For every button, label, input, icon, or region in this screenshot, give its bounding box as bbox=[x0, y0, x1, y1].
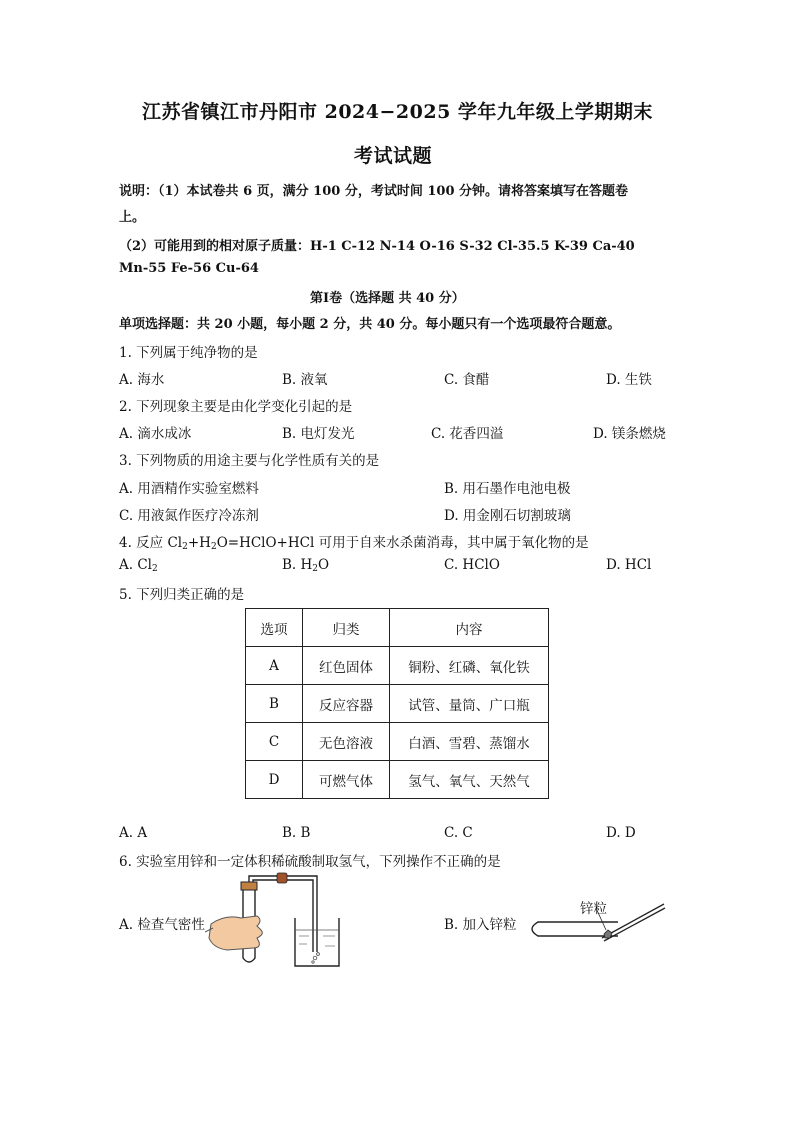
page-title: 江苏省镇江市丹阳市 2024−2025 学年九年级上学期期末 bbox=[142, 101, 653, 123]
option-a: A. $Cl_2$ bbox=[119, 557, 158, 574]
table-cell: 红色固体 bbox=[303, 647, 390, 685]
table-header: 内容 bbox=[390, 609, 549, 647]
option-d: D. D bbox=[606, 825, 636, 841]
option-b: B. 用石墨作电池电极 bbox=[444, 481, 571, 497]
page-subtitle: 考试试题 bbox=[354, 145, 433, 167]
note-line: （2）可能用到的相对原子质量：H-1 C-12 N-14 O-16 S-32 Cl-35.5 K-39 Ca-40 bbox=[119, 239, 635, 254]
option-a: A. A bbox=[119, 825, 148, 841]
option-a: A. 海水 bbox=[119, 372, 165, 388]
table-cell: A bbox=[246, 647, 303, 685]
question-stem: 4. 反应 $Cl_2+H_2O=HClO+HCl$ 可用于自来水杀菌消毒，其中属于氧化物的是 bbox=[119, 535, 589, 552]
table-cell: 氢气、氧气、天然气 bbox=[390, 761, 549, 799]
option-c: C. HClO bbox=[444, 557, 500, 573]
option-b: B. 液氧 bbox=[282, 372, 328, 388]
question-stem: 5. 下列归类正确的是 bbox=[119, 587, 245, 603]
option-c: C. C bbox=[444, 825, 473, 841]
option-c: C. 花香四溢 bbox=[431, 426, 504, 442]
add-zinc-figure bbox=[520, 900, 670, 950]
table-cell: 反应容器 bbox=[303, 685, 390, 723]
note-line: Mn-55 Fe-56 Cu-64 bbox=[119, 261, 259, 276]
question-stem: 1. 下列属于纯净物的是 bbox=[119, 345, 258, 361]
table-cell: 无色溶液 bbox=[303, 723, 390, 761]
note-line: 上。 bbox=[119, 210, 146, 225]
option-b: B. 加入锌粒 bbox=[444, 917, 517, 933]
section-instruction: 单项选择题：共 20 小题，每小题 2 分，共 40 分。每小题只有一个选项最符合题意。 bbox=[119, 317, 621, 332]
table-cell: 试管、量筒、广口瓶 bbox=[390, 685, 549, 723]
table-row bbox=[246, 647, 549, 685]
zinc-granule bbox=[604, 930, 612, 938]
option-d: D. HCl bbox=[606, 557, 652, 573]
airtightness-apparatus-figure bbox=[205, 872, 345, 972]
note-line: 说明：（1）本试卷共 6 页，满分 100 分，考试时间 100 分钟。请将答案填写在答题卷 bbox=[119, 184, 629, 199]
option-b: B. 电灯发光 bbox=[282, 426, 355, 442]
table-row bbox=[246, 685, 549, 723]
hand bbox=[209, 916, 262, 950]
rubber-joint bbox=[277, 873, 287, 883]
table-row bbox=[246, 761, 549, 799]
table-cell: D bbox=[246, 761, 303, 799]
question-stem: 6. 实验室用锌和一定体积稀硫酸制取氢气，下列操作不正确的是 bbox=[119, 854, 501, 870]
option-d: D. 生铁 bbox=[606, 372, 652, 388]
zinc-granule-label: 锌粒 bbox=[580, 901, 607, 917]
table-header-row bbox=[246, 609, 549, 647]
option-c: C. 用液氮作医疗冷冻剂 bbox=[119, 508, 259, 524]
table-cell: 铜粉、红磷、氧化铁 bbox=[390, 647, 549, 685]
option-c: C. 食醋 bbox=[444, 372, 490, 388]
option-a: A. 用酒精作实验室燃料 bbox=[119, 481, 259, 497]
table-cell: 白酒、雪碧、蒸馏水 bbox=[390, 723, 549, 761]
option-a: A. 滴水成冰 bbox=[119, 426, 192, 442]
option-b: B. $H_2O$ bbox=[282, 557, 330, 574]
question-stem: 2. 下列现象主要是由化学变化引起的是 bbox=[119, 399, 353, 415]
table-header: 归类 bbox=[303, 609, 390, 647]
question-stem: 3. 下列物质的用途主要与化学性质有关的是 bbox=[119, 453, 380, 469]
table-cell: 可燃气体 bbox=[303, 761, 390, 799]
option-d: D. 镁条燃烧 bbox=[593, 426, 666, 442]
option-a: A. 检查气密性 bbox=[119, 917, 205, 933]
section-title: 第Ⅰ卷（选择题 共 40 分） bbox=[310, 291, 465, 306]
rubber-stopper bbox=[241, 882, 257, 890]
table-cell: B bbox=[246, 685, 303, 723]
table-row bbox=[246, 723, 549, 761]
delivery-tube bbox=[249, 876, 317, 952]
classification-table bbox=[245, 608, 549, 799]
table-cell: C bbox=[246, 723, 303, 761]
option-d: D. 用金刚石切割玻璃 bbox=[444, 508, 571, 524]
table-header: 选项 bbox=[246, 609, 303, 647]
option-b: B. B bbox=[282, 825, 311, 841]
